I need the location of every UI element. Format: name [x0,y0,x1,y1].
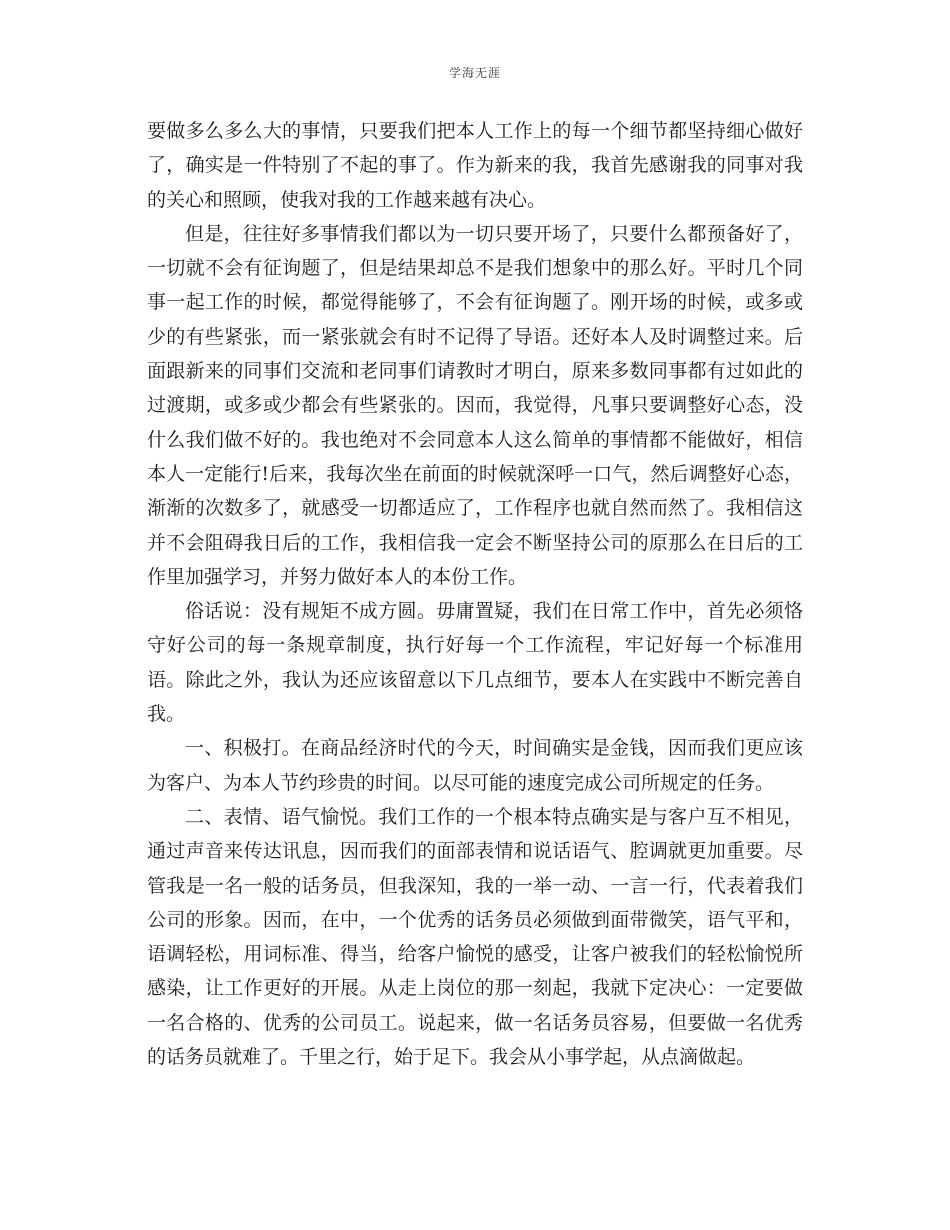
paragraph-4: 一、积极打。在商品经济时代的今天，时间确实是金钱，因而我们更应该为客户、为本人节约珍贵的时间。以尽可能的速度完成公司所规定的任务。 [147,737,803,794]
document-body [147,114,803,1074]
paragraph-5: 二、表情、语气愉悦。我们工作的一个根本特点确实是与客户互不相见，通过声音来传达讯息，因而我们的面部表情和说话语气、腔调就更加重要。尽管我是一名一般的话务员，但我深知，我的一举一动、一言一行，代表着我们公司的形象。因而，在中，一个优秀的话务员必须做到面带微笑，语气平和，语调轻松，用词标准、得当，给客户愉悦的感受，让客户被我们的轻松愉悦所感染，让工作更好的开展。从走上岗位的那一刻起，我就下定决心：一定要做一名合格的、优秀的公司员工。说起来，做一名话务员容易，但要做一名优秀的话务员就难了。千里之行，始于足下。我会从小事学起，从点滴做起。 [147,805,803,1069]
paragraph-2: 但是，往往好多事情我们都以为一切只要开场了，只要什么都预备好了，一切就不会有征询题了，但是结果却总不是我们想象中的那么好。平时几个同事一起工作的时候，都觉得能够了，不会有征询题了。刚开场的时候，或多或少的有些紧张，而一紧张就会有时不记得了导语。还好本人及时调整过来。后面跟新来的同事们交流和老同事们请教时才明白，原来多数同事都有过如此的过渡期，或多或少都会有些紧张的。因而，我觉得，凡事只要调整好心态，没什么我们做不好的。我也绝对不会同意本人这么简单的事情都不能做好，相信本人一定能行!后来，我每次坐在前面的时候就深呼一口气，然后调整好心态，渐渐的次数多了，就感受一切都适应了，工作程序也就自然而然了。我相信这并不会阻碍我日后的工作，我相信我一定会不断坚持公司的原那么在日后的工作里加强学习，并努力做好本人的本份工作。 [147,222,803,588]
page-header: 学海无涯 [448,66,501,80]
paragraph-3: 俗话说：没有规矩不成方圆。毋庸置疑，我们在日常工作中，首先必须恪守好公司的每一条规章制度，执行好每一个工作流程，牢记好每一个标准用语。除此之外，我认为还应该留意以下几点细节，要本人在实践中不断完善自我。 [147,600,803,726]
paragraph-1: 要做多么多么大的事情，只要我们把本人工作上的每一个细节都坚持细心做好了，确实是一件特别了不起的事了。作为新来的我，我首先感谢我的同事对我的关心和照顾，使我对我的工作越来越有决心。 [147,120,803,211]
